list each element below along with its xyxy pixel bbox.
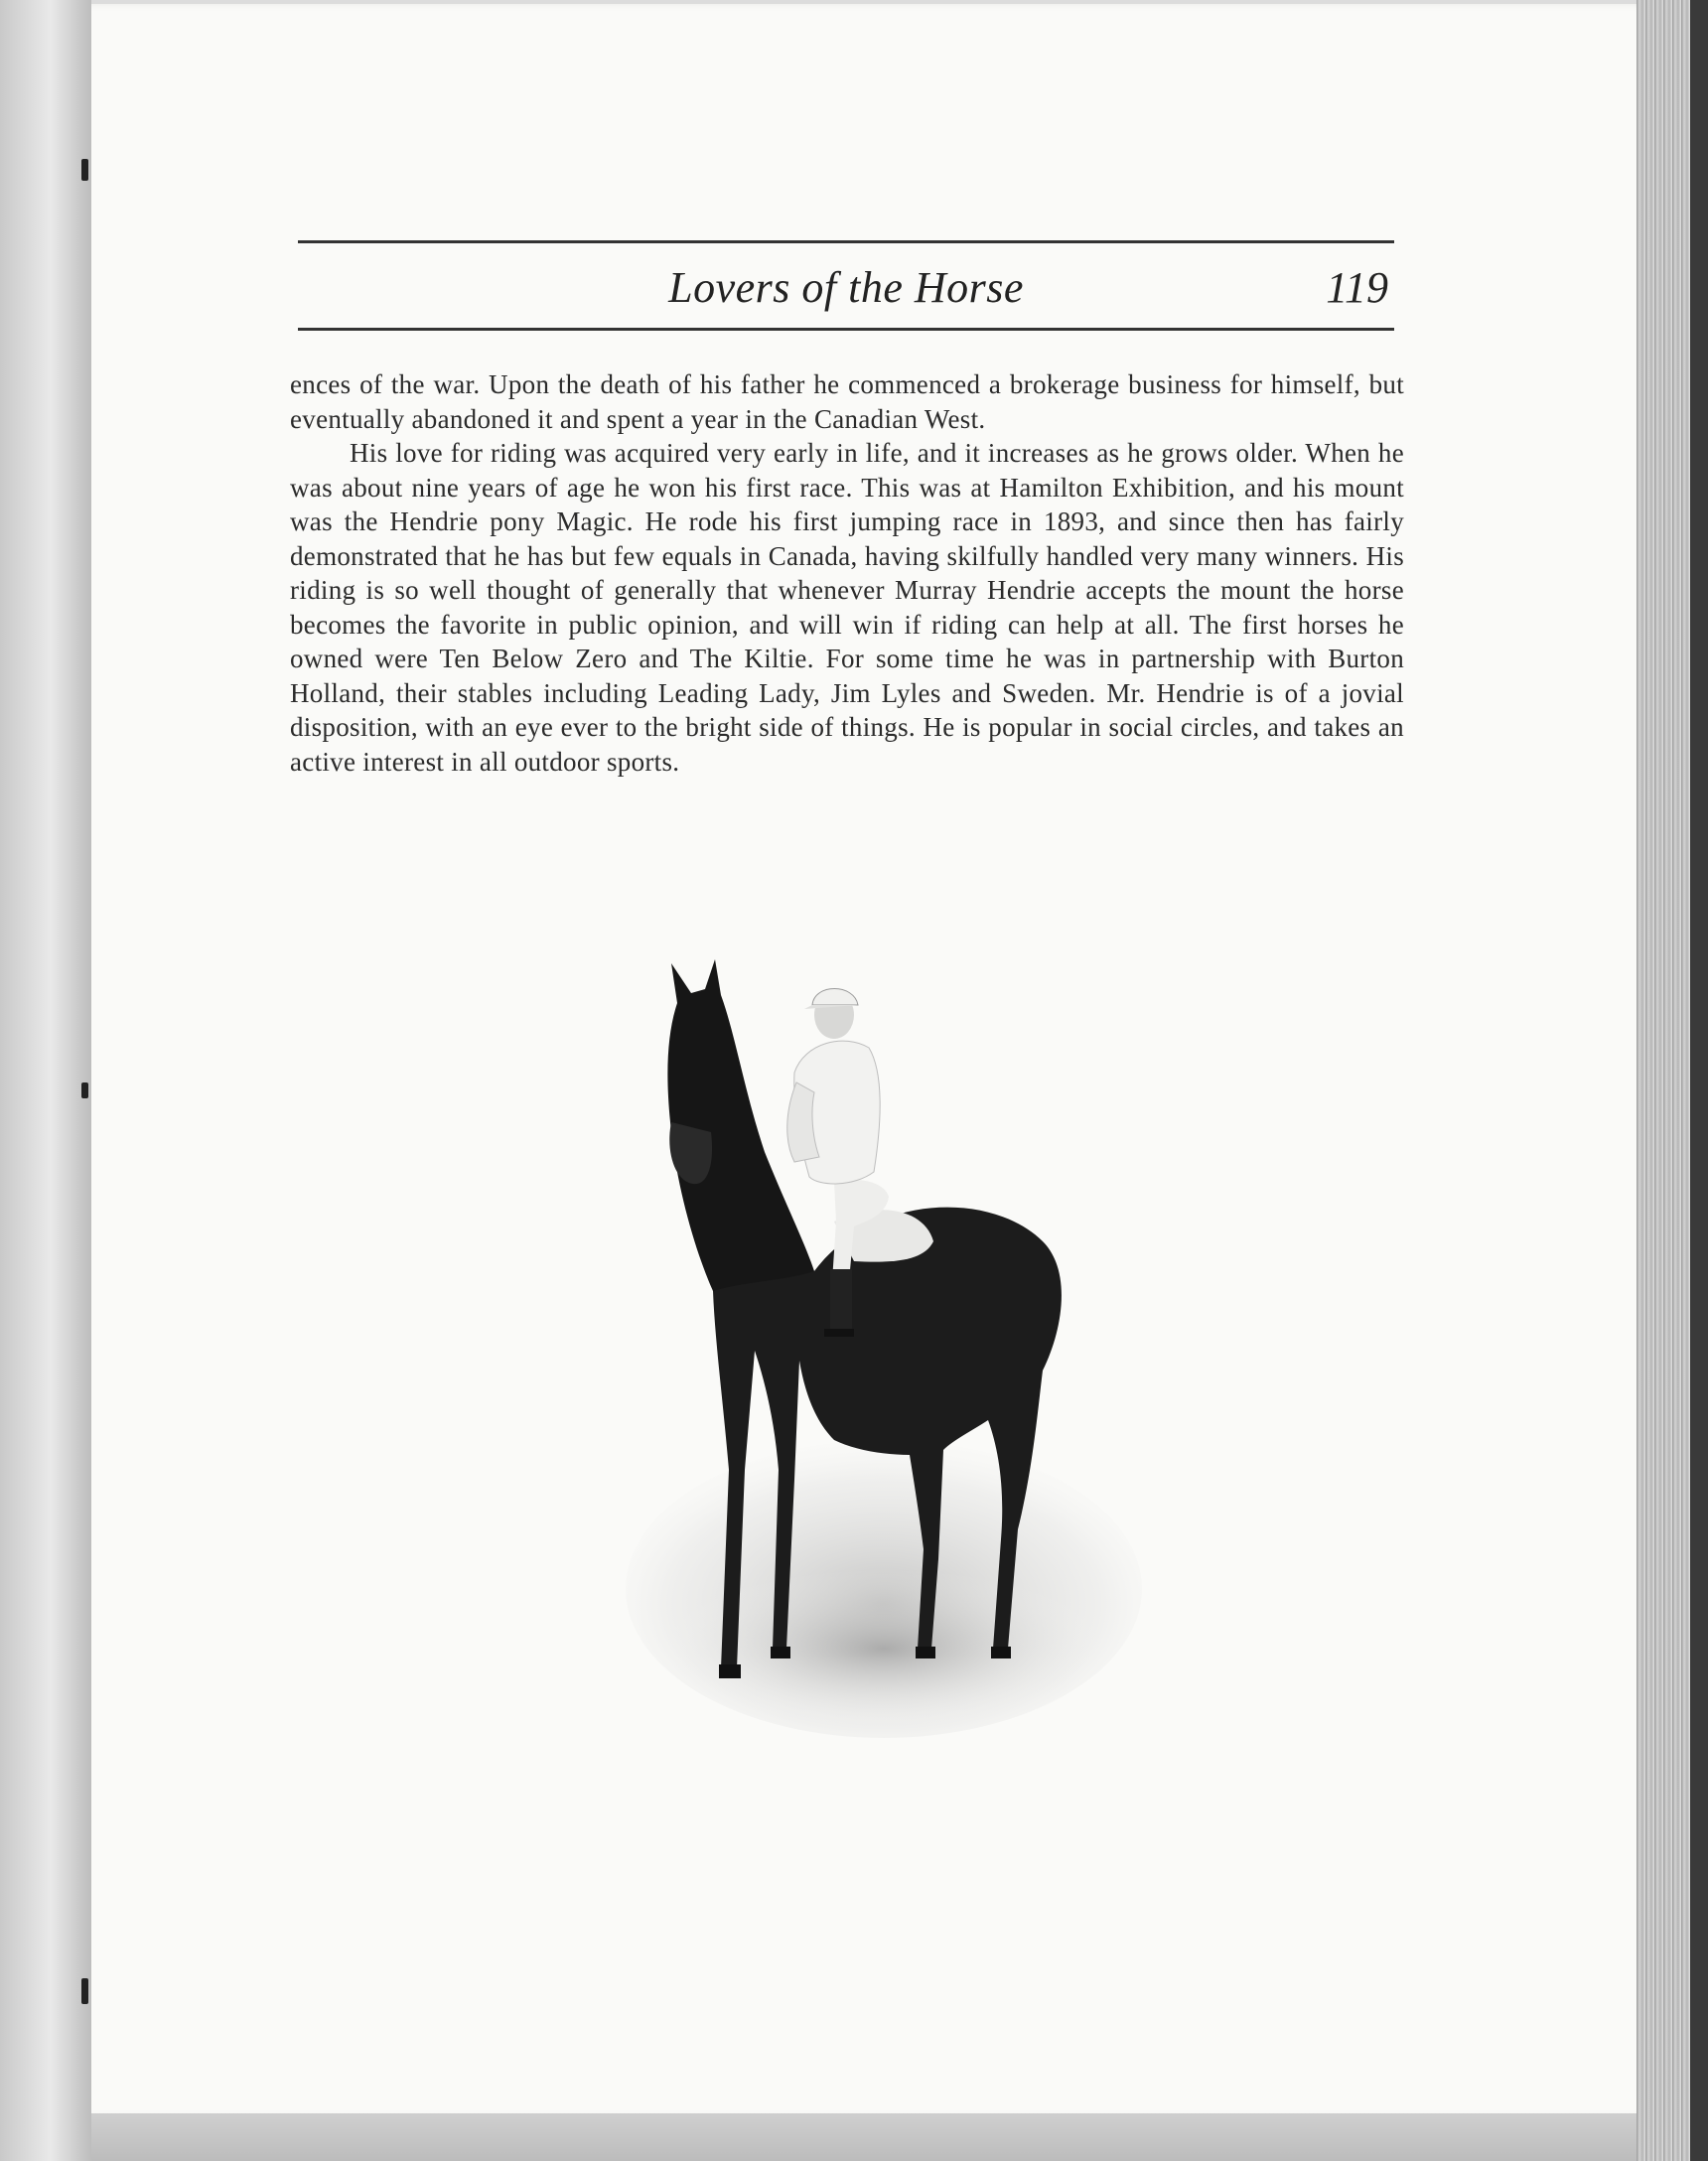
- paragraph: ences of the war. Upon the death of his father he commenced a brokerage business for himself, but eventually abandoned it and spent a year in the Canadian West.: [290, 369, 1404, 434]
- left-page-edge: [0, 0, 91, 2161]
- running-title: Lovers of the Horse: [668, 263, 1024, 312]
- header-rule-bottom: [298, 328, 1394, 331]
- page-bottom-edge: [91, 2113, 1650, 2161]
- jockey-on-horse-photo: [616, 953, 1152, 1738]
- binding-mark: [81, 159, 88, 181]
- horse-and-rider-illustration: [616, 953, 1152, 1738]
- book-cover-edge: [1690, 0, 1708, 2161]
- paragraph: His love for riding was acquired very early in life, and it increases as he grows older. When he was about nine years of age he won his first race. This was at Hamilton Exhibition, and his mount was the Hendrie pony Magic. He rode his first jumping race in 1893, and since then has fairly demonstrated that he has but few equals in Canada, having skilfully handled very many winners. His riding is so well thought of generally that whenever Murray Hendrie accepts the mount the horse becomes the favorite in public opinion, and will win if riding can help at all. The first horses he owned were Ten Below Zero and The Kiltie. For some time he was in partnership with Burton Holland, their stables including Leading Lady, Jim Lyles and Sweden. Mr. Hendrie is of a jovial disposition, with an eye ever to the bright side of things. He is popular in social circles, and takes an active interest in all outdoor sports.: [290, 438, 1404, 777]
- page-number: 119: [1326, 263, 1388, 312]
- binding-mark: [81, 1978, 88, 2004]
- body-text: [290, 367, 1404, 779]
- header-rule-top: [298, 240, 1394, 243]
- running-header: [298, 240, 1394, 332]
- binding-mark: [81, 1082, 88, 1098]
- page-stack-edge: [1637, 0, 1708, 2161]
